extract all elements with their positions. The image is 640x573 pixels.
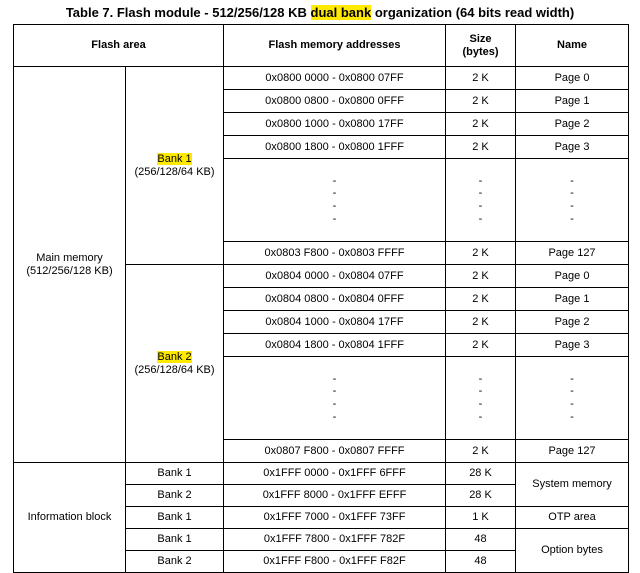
dash: -: [570, 372, 574, 385]
dash: -: [478, 200, 483, 212]
name-cell: Page 0: [516, 67, 629, 90]
caption-text: Table 7. Flash module - 512/256/128 KB: [65, 5, 311, 20]
header-name: Name: [516, 25, 629, 67]
address-cell: 0x1FFF 0000 - 0x1FFF 6FFF: [224, 463, 446, 485]
size-cell: 2 K: [446, 440, 516, 463]
bank2-cell: [126, 265, 224, 463]
name-cell: Page 2: [516, 113, 629, 136]
size-cell: 2 K: [446, 136, 516, 159]
dash: -: [332, 212, 337, 225]
size-cell: 28 K: [446, 463, 516, 485]
name-cell: Page 0: [516, 265, 629, 288]
name-dashes: [516, 357, 629, 440]
table-caption: [0, 5, 640, 20]
name-cell: Page 127: [516, 242, 629, 265]
dash: -: [570, 187, 574, 200]
bank-cell: Bank 1: [126, 529, 224, 551]
address-cell: 0x0803 F800 - 0x0803 FFFF: [224, 242, 446, 265]
header-size-line2: (bytes): [462, 45, 499, 58]
dash: -: [332, 174, 337, 187]
name-cell: Page 2: [516, 311, 629, 334]
address-cell: 0x0800 1000 - 0x0800 17FF: [224, 113, 446, 136]
address-cell: 0x0804 0000 - 0x0804 07FF: [224, 265, 446, 288]
size-cell: 2 K: [446, 90, 516, 113]
main-memory-size: (512/256/128 KB): [26, 264, 113, 277]
bank-cell: Bank 1: [126, 463, 224, 485]
dash: -: [570, 212, 574, 225]
address-cell: 0x1FFF F800 - 0x1FFF F82F: [224, 551, 446, 573]
size-cell: 2 K: [446, 67, 516, 90]
size-cell: 2 K: [446, 311, 516, 334]
size-cell: 2 K: [446, 334, 516, 357]
size-cell: 28 K: [446, 485, 516, 507]
name-cell: Page 3: [516, 136, 629, 159]
dash: -: [332, 385, 337, 398]
address-cell: 0x0800 0800 - 0x0800 0FFF: [224, 90, 446, 113]
dash: -: [332, 410, 337, 423]
dash: -: [332, 200, 337, 212]
bank1-size: (256/128/64 KB): [134, 165, 215, 178]
bank1-label: Bank 1: [157, 152, 192, 165]
header-row: [14, 25, 629, 67]
name-cell: Page 1: [516, 288, 629, 311]
bank2-size: (256/128/64 KB): [134, 363, 215, 376]
size-cell: 2 K: [446, 242, 516, 265]
size-cell: 2 K: [446, 265, 516, 288]
dash: -: [478, 174, 483, 187]
size-cell: 2 K: [446, 113, 516, 136]
size-cell: 48: [446, 551, 516, 573]
name-cell: Page 3: [516, 334, 629, 357]
bank-cell: Bank 2: [126, 485, 224, 507]
caption-highlight: dual bank: [310, 5, 372, 20]
dash: -: [478, 187, 483, 200]
dash: -: [332, 372, 337, 385]
otp-area-cell: OTP area: [516, 507, 629, 529]
address-dashes: [224, 159, 446, 242]
caption-text-end: organization (64 bits read width): [371, 5, 575, 20]
name-cell: Page 1: [516, 90, 629, 113]
dash: -: [570, 410, 574, 423]
dash: -: [570, 174, 574, 187]
dash: -: [332, 187, 337, 200]
flash-organization-table: [13, 24, 629, 573]
dash: -: [478, 212, 483, 225]
size-dashes: [446, 357, 516, 440]
option-bytes-cell: Option bytes: [516, 529, 629, 573]
address-dashes: [224, 357, 446, 440]
name-dashes: [516, 159, 629, 242]
main-memory-label: Main memory: [36, 251, 103, 264]
dash: -: [478, 398, 483, 410]
dash: -: [570, 398, 574, 410]
bank2-label: Bank 2: [157, 350, 192, 363]
size-cell: 1 K: [446, 507, 516, 529]
address-cell: 0x1FFF 7800 - 0x1FFF 782F: [224, 529, 446, 551]
address-cell: 0x1FFF 7000 - 0x1FFF 73FF: [224, 507, 446, 529]
information-block-cell: Information block: [14, 463, 126, 573]
name-cell: Page 127: [516, 440, 629, 463]
bank-cell: Bank 1: [126, 507, 224, 529]
address-cell: 0x0800 1800 - 0x0800 1FFF: [224, 136, 446, 159]
address-cell: 0x0807 F800 - 0x0807 FFFF: [224, 440, 446, 463]
address-cell: 0x0800 0000 - 0x0800 07FF: [224, 67, 446, 90]
system-memory-cell: System memory: [516, 463, 629, 507]
table-row: [14, 463, 629, 485]
dash: -: [332, 398, 337, 410]
header-flash-area: Flash area: [14, 25, 224, 67]
size-cell: 48: [446, 529, 516, 551]
address-cell: 0x0804 0800 - 0x0804 0FFF: [224, 288, 446, 311]
bank-cell: Bank 2: [126, 551, 224, 573]
table-row: [14, 67, 629, 90]
main-memory-cell: [14, 67, 126, 463]
size-dashes: [446, 159, 516, 242]
dash: -: [570, 385, 574, 398]
dash: -: [570, 200, 574, 212]
address-cell: 0x0804 1800 - 0x0804 1FFF: [224, 334, 446, 357]
dash: -: [478, 385, 483, 398]
header-addresses: Flash memory addresses: [224, 25, 446, 67]
bank1-cell: [126, 67, 224, 265]
address-cell: 0x0804 1000 - 0x0804 17FF: [224, 311, 446, 334]
size-cell: 2 K: [446, 288, 516, 311]
address-cell: 0x1FFF 8000 - 0x1FFF EFFF: [224, 485, 446, 507]
header-size: [446, 25, 516, 67]
dash: -: [478, 372, 483, 385]
header-size-line1: Size: [469, 32, 492, 45]
dash: -: [478, 410, 483, 423]
